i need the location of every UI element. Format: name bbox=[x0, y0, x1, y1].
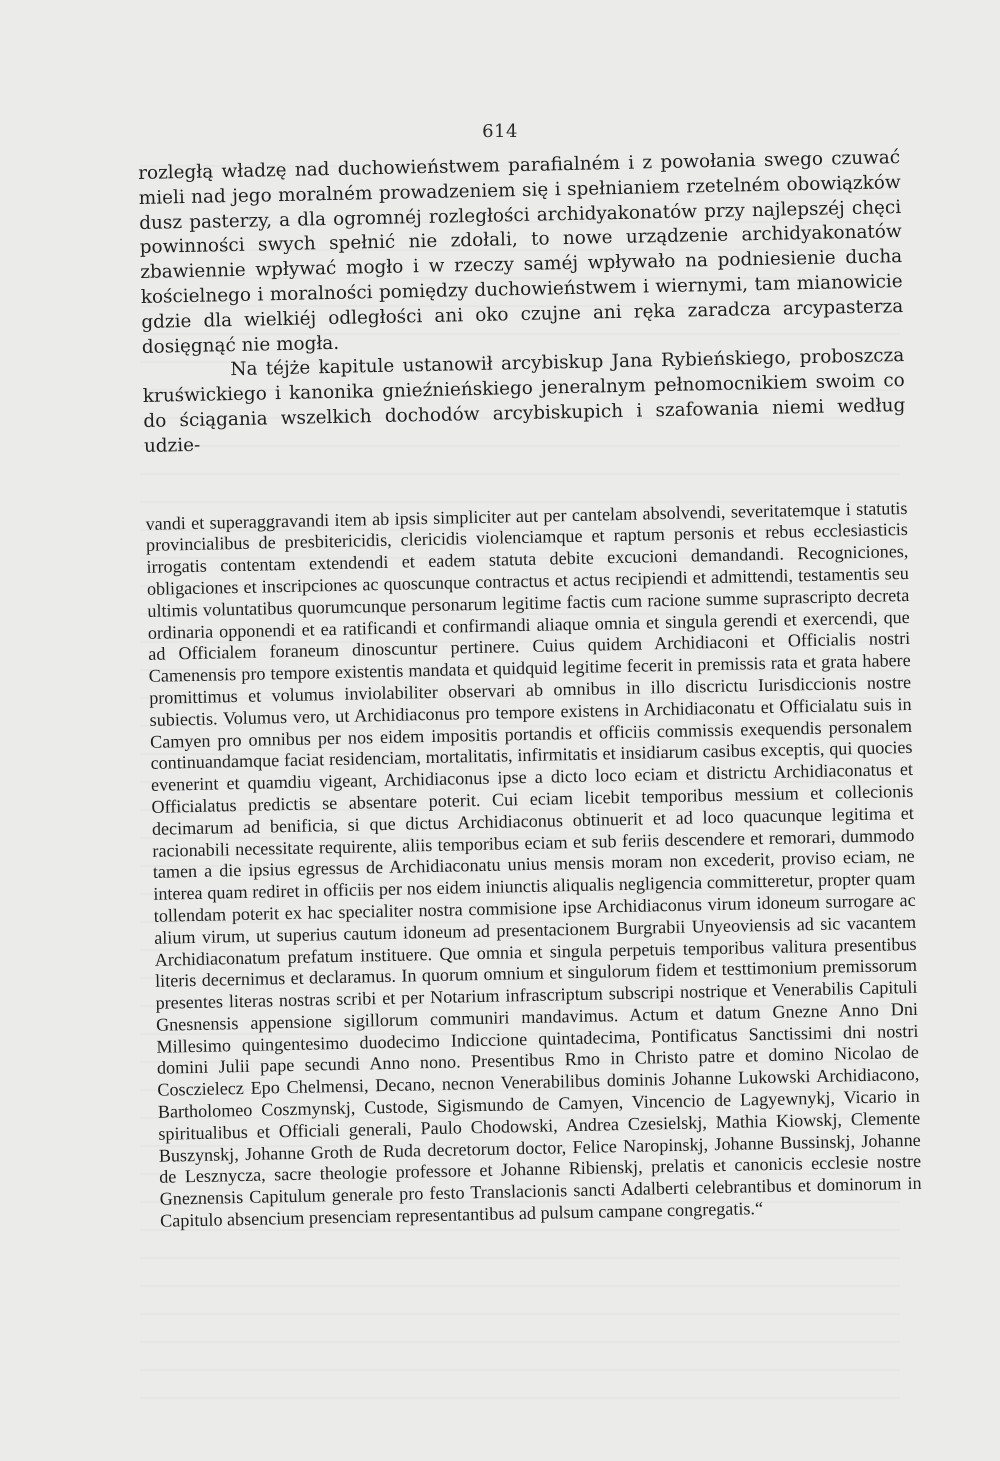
latin-quotation-block bbox=[145, 498, 922, 1233]
page-number: 614 bbox=[482, 121, 518, 142]
polish-text-block bbox=[138, 146, 906, 459]
polish-paragraph-2: Na téjże kapitule ustanowił arcybiskup Jana Rybieńskiego, proboszcza kruświckiego i kanonika gnieźnieńskiego jeneralnym pełnomocnikiem swoim co do ściągania wszelkich dochodów arcybiskupich i szafowania niemi według udzie- bbox=[142, 345, 906, 457]
page-body bbox=[138, 146, 922, 1233]
polish-paragraph-1: rozległą władzę nad duchowieństwem parafialném i z powołania swego czuwać mieli nad jego moralném prowadzeniem się i spełnianiem rzetelném obowiązków dusz pasterzy, a dla ogromnéj rozległości archidyakonatów przy najlepszéj chęci powinności swych spełnić nie zdołali, to nowe urządzenie archidyakonatów zbawiennie wpływać mogło i w rzeczy saméj wpływało na podniesienie ducha kościelnego i moralności pomiędzy duchowieństwem i wiernymi, tam mianowicie gdzie dla wielkiéj odległości ani oko czujne ani ręka zaradcza arcypasterza dosięgnąć nie mogła. bbox=[138, 147, 904, 358]
latin-paragraph: vandi et superaggravandi item ab ipsis simpliciter aut per cantelam absolvendi, severitatemque i statutis provincialibus de presbitericidis, clericidis violenciamque et raptum personis et rebus ecclesiasticis irrogatis contentam extendendi et eadem statuta debite excucioni demandandi. Recogniciones, obligaciones et inscripciones ac quoscunque contractus et actus recipiendi et admittendi, testamentis seu ultimis voluntatibus quorumcunque personarum legitime factis cum racione summe suprascripto decreta ordinaria opponendi et ea ratificandi et confirmandi aliaque omnia et singula gerendi et exercendi, que ad Officialem foraneum dinoscuntur pertinere. Cuius quidem Archidiaconi et Officialis nostri Camenensis pro tempore existentis mandata et quidquid legitime fecerit in premissis rata et grata habere promittimus et volumus inviolabiliter observari ab omnibus in illo discrictu Iurisdiccionis nostre subiectis. Volumus vero, ut Archidiaconus pro tempore existens in Archidiaconatu et Officialatu suis in Camyen pro omnibus per nos eidem impositis portandis et officiis commissis exequendis personalem continuandamque faciat residenciam, mortalitatis, infirmitatis et insidiarum casibus exceptis, qui quocies evenerint et quamdiu vigeant, Archidiaconus ipse a dicto loco eciam et districtu Archidiaconatus et Officialatus predictis se absentare poterit. Cui eciam licebit temporibus messium et collecionis decimarum ad benificia, si que dictus Archidiaconus obtinuerit et ad loco quacunque legitima et racionabili necessitate requirente, aliis temporibus eciam et sub feriis descendere et remorari, dummodo tamen a die ipsius egressus de Archidiaconatu unius mensis moram non excederit, proviso eciam, ne interea quam rediret in officiis per nos eidem iniunctis aliqualis negligencia committeretur, propter quam tollendam poterit ex hac specialiter nostra commisione ipse Archidiaconus virum idoneum surrogare ac alium virum, ut superius cautum idoneum ad presentacionem Burgrabii Unyeoviensis ad sic vacantem Archidiaconatum prefatum instituere. Que omnia et singula perpetuis temporibus valitura presentibus literis decernimus et declaramus. In quorum omnium et singulorum fidem et testtimonium premissorum presentes literas nostras scribi et per Notarium infrascriptum subscripi nostrique et Venerabilis Capituli Gnesnensis appensione sigillorum communiri mandavimus. Actum et datum Gnezne Anno Dni Millesimo quingentesimo duodecimo Indiccione quintadecima, Pontificatus Sanctissimi dni nostri domini Julii pape secundi Anno nono. Presentibus Rmo in Christo patre et domino Nicolao de Cosczielecz Epo Chelmensi, Decano, necnon Venerabilibus dominis Johanne Lukowski Archidiacono, Bartholomeo Coszmynskj, Custode, Sigismundo de Camyen, Vincencio de Lagyewnykj, Vicario in spiritualibus et Officiali generali, Paulo Chodowski, Andrea Czesielskj, Mathia Kiowskj, Clemente Buszynskj, Johanne Groth de Ruda decretorum doctor, Felice Naropinskj, Johanne Bussinskj, Johanne de Lesznycza, sacre theologie professore et Johanne Ribienskj, prelatis et canonicis ecclesie nostre Gneznensis Capitulum generale pro festo Translacionis sancti Adalberti celebrantibus et dominorum in Capitulo absencium presenciam representantibus ad pulsum campane congregatis.“ bbox=[145, 497, 922, 1231]
